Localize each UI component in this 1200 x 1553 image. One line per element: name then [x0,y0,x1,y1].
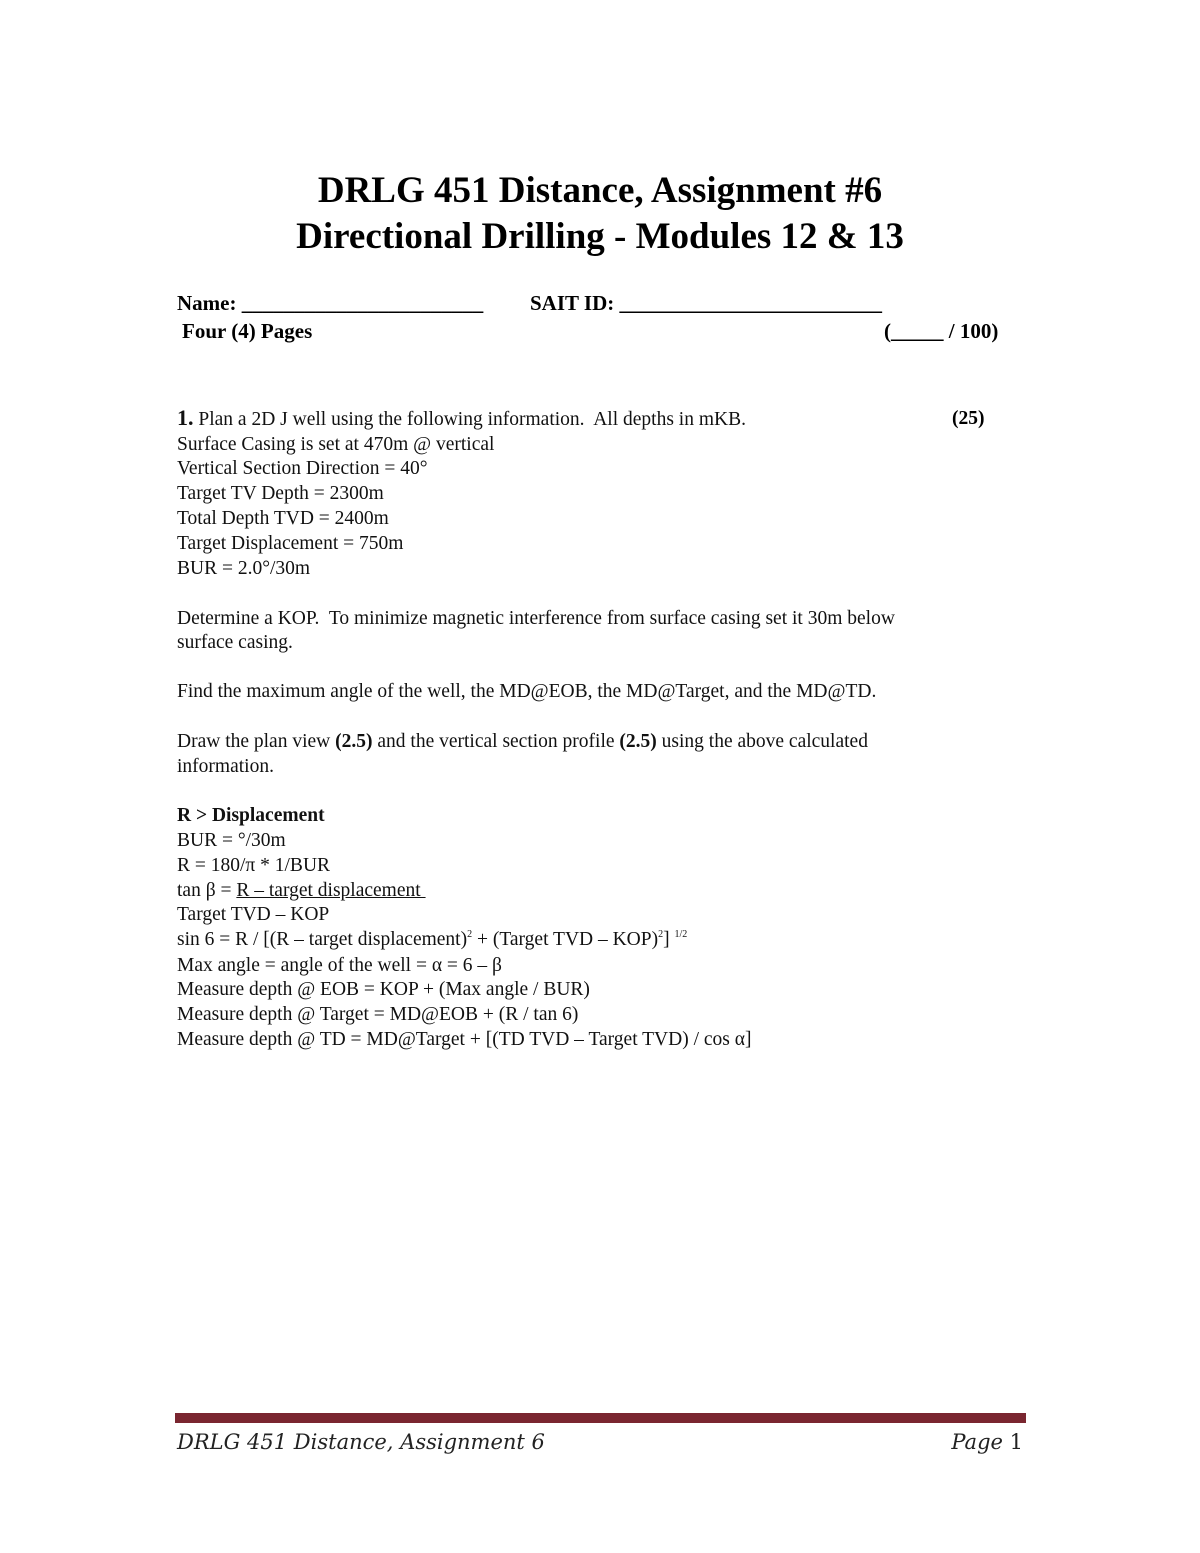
formula-md-td: Measure depth @ TD = MD@Target + [(TD TVD – Target TVD) / cos α] [177,1029,752,1050]
exponent: 2 [658,929,664,940]
given-item: Total Depth TVD = 2400m [177,508,389,529]
given-item: Vertical Section Direction = 40° [177,458,428,479]
kop-instruction-cont: surface casing. [177,632,293,653]
formula-tan-beta [177,879,426,903]
draw-text: and the vertical section profile [372,731,620,752]
footer-title: DRLG 451 Distance, Assignment 6 [177,1430,545,1454]
draw-instruction-cont: information. [177,756,274,777]
document-title: DRLG 451 Distance, Assignment #6 [317,170,883,211]
formula-text: sin 6 = R / [(R – target displacement) [177,929,468,950]
footer-divider [175,1413,1026,1423]
fraction-denominator: Target TVD – KOP [177,904,330,925]
given-item: Target TV Depth = 2300m [177,483,384,504]
find-instruction: Find the maximum angle of the well, the MD@EOB, the MD@Target, and the MD@TD. [177,681,877,702]
question-text: Plan a 2D J well using the following information. All depths in mKB. [193,409,746,430]
formula-text: ] [663,929,675,950]
formula-text: tan β = [177,880,237,901]
given-item: Target Displacement = 750m [177,533,404,554]
score-field: (_____ / 100) [884,319,999,343]
profile-marks: (2.5) [619,731,657,752]
fraction-numerator: R – target displacement [236,880,426,901]
formula-md-target: Measure depth @ Target = MD@EOB + (R / tan 6) [177,1004,579,1025]
document-subtitle: Directional Drilling - Modules 12 & 13 [296,216,904,257]
formula-r: R = 180/π * 1/BUR [177,855,331,876]
formula-text: + (Target TVD – KOP) [472,929,659,950]
draw-text: Draw the plan view [177,731,336,752]
given-item: BUR = 2.0°/30m [177,558,311,579]
formula-bur: BUR = °/30m [177,830,286,851]
question-1-prompt [177,406,746,432]
formula-sin [177,928,687,952]
formula-md-eob: Measure depth @ EOB = KOP + (Max angle / BUR) [177,979,590,1000]
formula-max-angle: Max angle = angle of the well = α = 6 – β [177,955,502,976]
plan-view-marks: (2.5) [335,731,373,752]
given-item: Surface Casing is set at 470m @ vertical [177,434,495,455]
sait-id-field: SAIT ID: _________________________ [530,291,882,315]
page-label: Page [951,1430,1003,1454]
question-1-marks: (25) [952,408,985,429]
exponent: 2 [467,929,473,940]
page-number [951,1430,1023,1454]
page-num-value: 1 [1002,1430,1023,1454]
name-field: Name: _______________________ [177,291,484,315]
exponent: 1/2 [674,929,688,940]
formulas-heading: R > Displacement [177,805,325,826]
draw-text: using the above calculated [656,731,868,752]
page-count: Four (4) Pages [182,319,313,343]
draw-instruction [177,730,868,754]
kop-instruction: Determine a KOP. To minimize magnetic interference from surface casing set it 30m below [177,608,895,629]
question-number: 1. [177,405,194,430]
